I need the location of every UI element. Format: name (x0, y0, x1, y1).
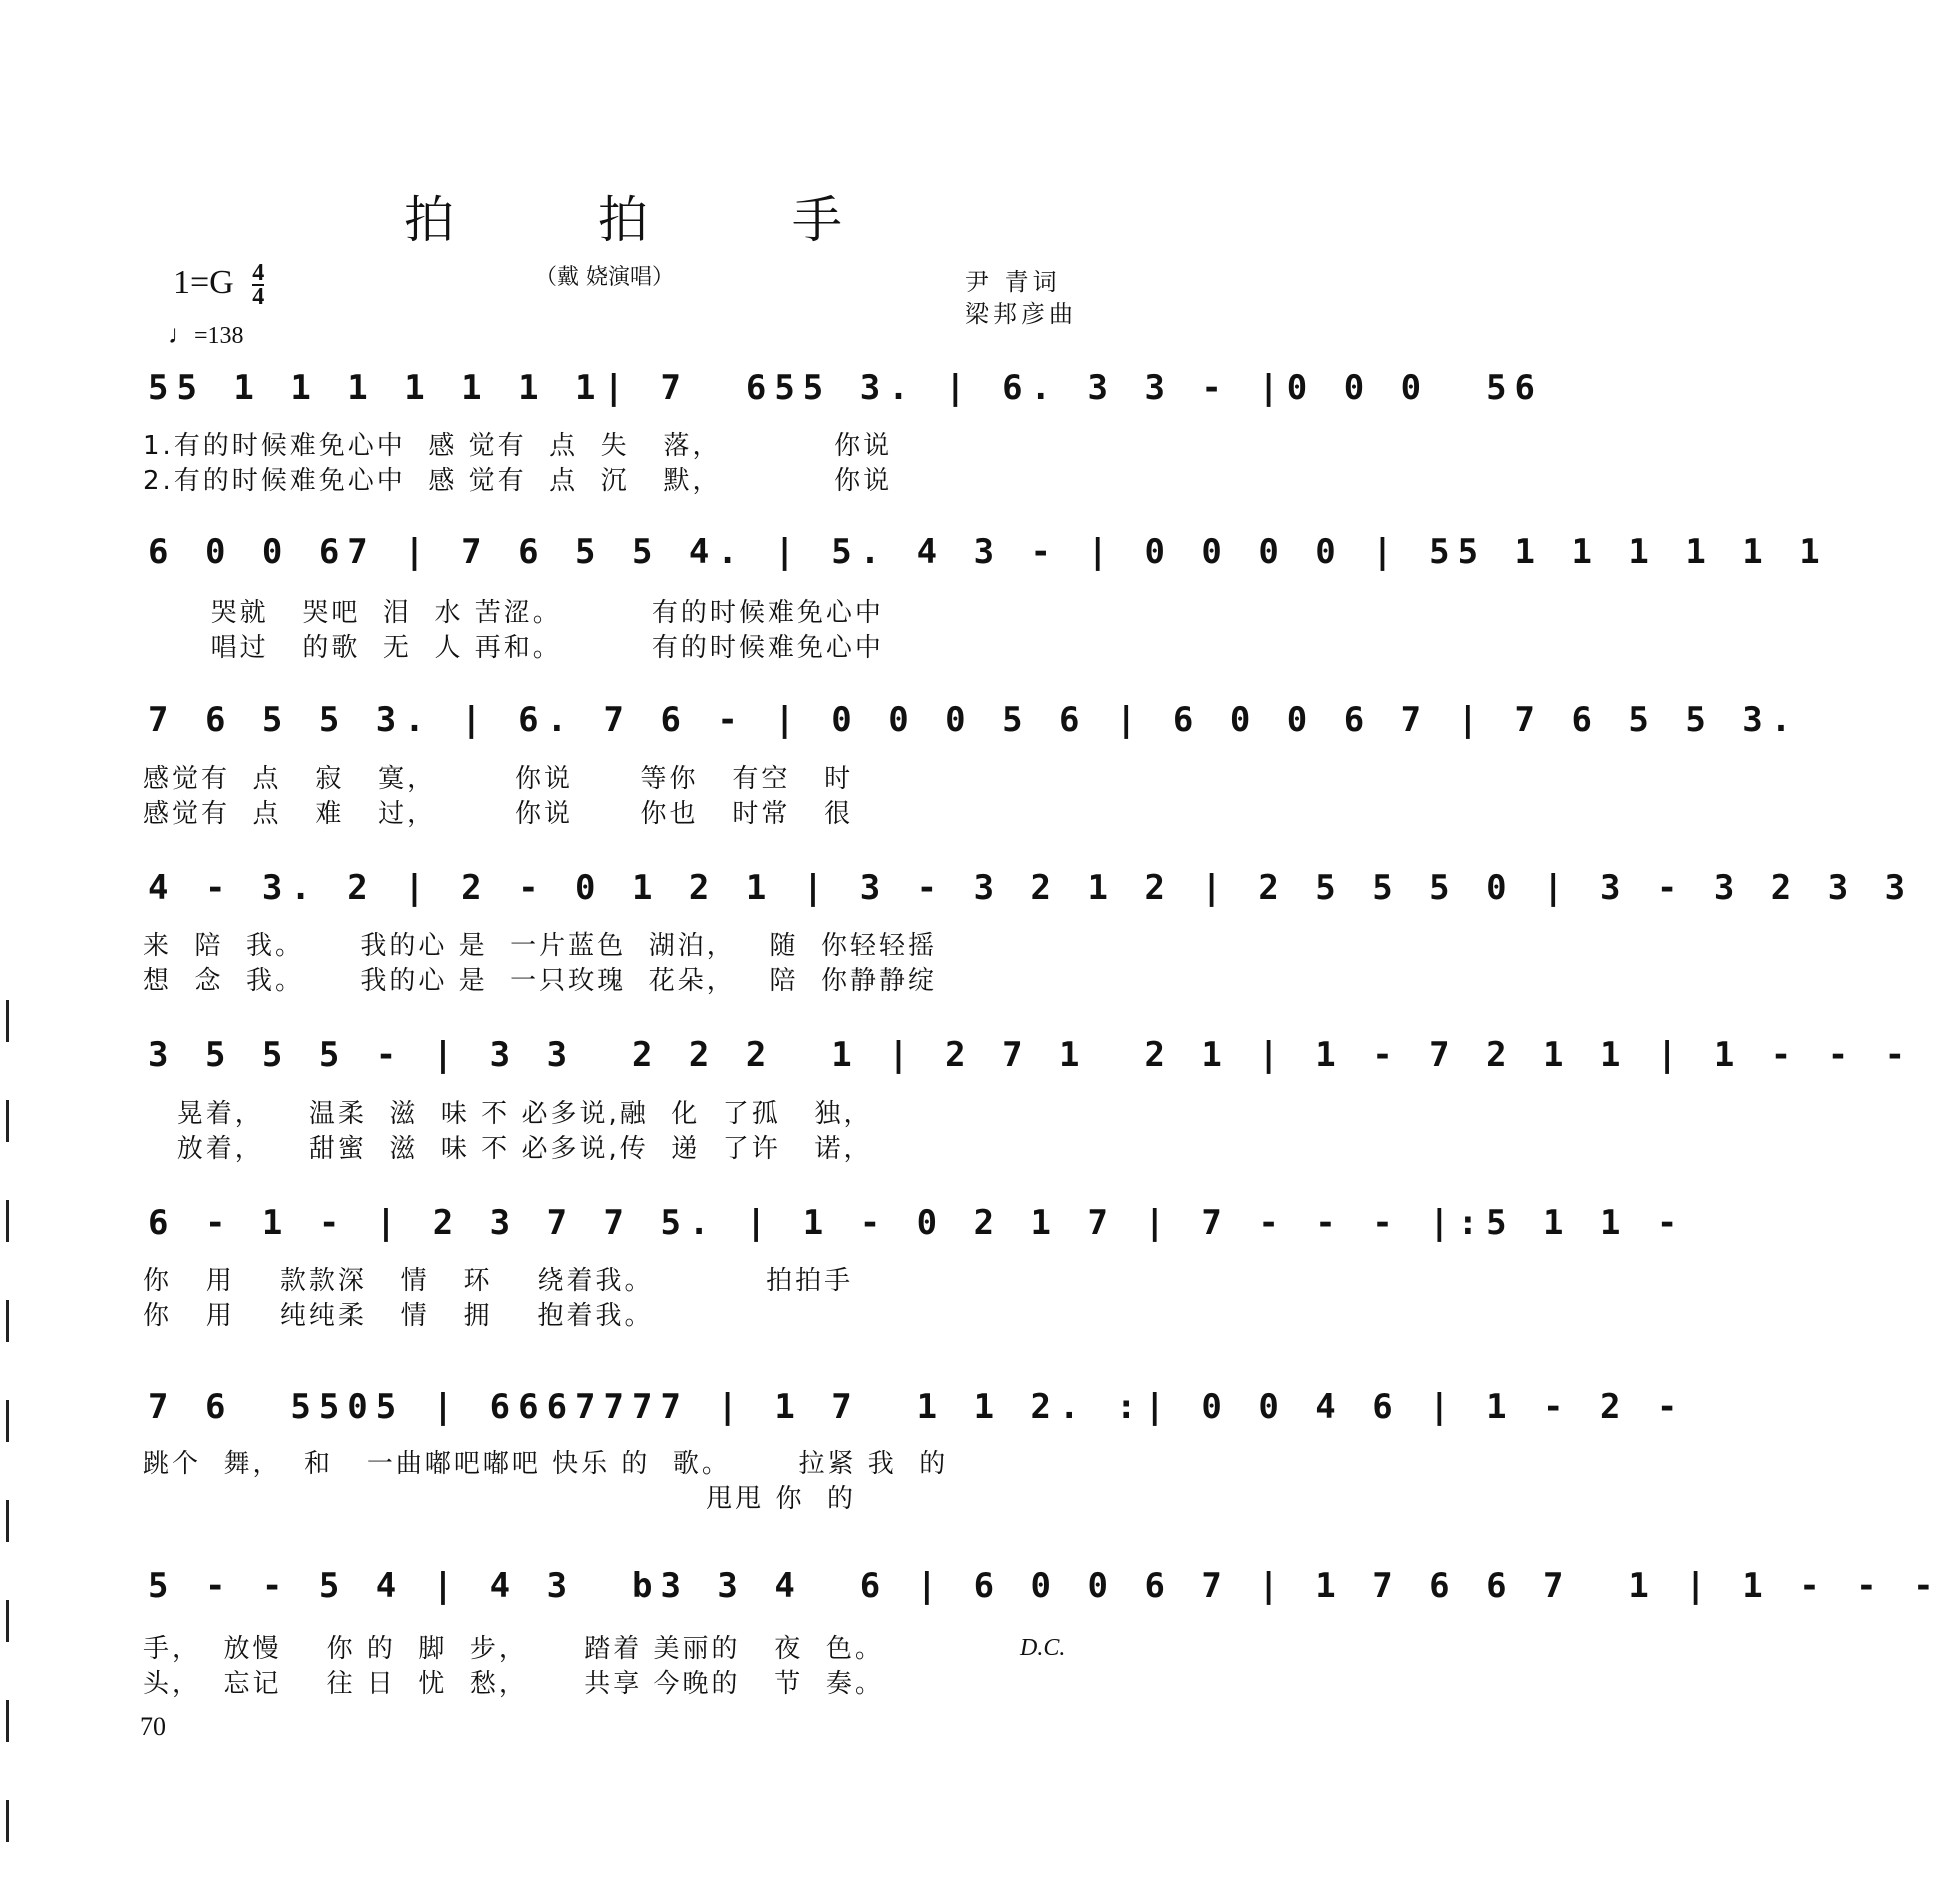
lyric-line-5a: 晃着， 温柔 滋 味 不 必多说,融 化 了孤 独， (143, 1099, 873, 1129)
lyric-line-8a: 手， 放慢 你 的 脚 步， 踏着 美丽的 夜 色。 (143, 1634, 884, 1664)
notes-line: 7 6 5505 | 6667777 | 1 7 1 1 2. :| 0 0 4 6 | 1 - 2 - (148, 1387, 1686, 1427)
time-sig-bottom: 4 (252, 284, 265, 310)
scan-edge-mark (6, 1300, 9, 1342)
lyric-line-6a: 你 用 款款深 情 环 绕着我。 拍拍手 (143, 1266, 854, 1296)
notation-row-5 (148, 1035, 1914, 1075)
tempo-marking (168, 320, 244, 350)
notes-line: 3 5 5 5 - | 3 3 2 2 2 1 | 2 7 1 2 1 | 1 - 7 2 1 1 | 1 - - - (148, 1035, 1914, 1075)
scan-edge-mark (6, 1200, 9, 1242)
quarter-note-icon: ♩ (168, 320, 194, 349)
notation-row-7 (148, 1387, 1686, 1427)
notation-row-1 (148, 368, 1544, 408)
lyric-line-1a: 1.有的时候难免心中 感 觉有 点 失 落， 你说 (143, 431, 893, 461)
notes-line: 55 1 1 1 1 1 1 1| 7 655 3. | 6. 3 3 - |0 0 0 56 (148, 368, 1544, 408)
notation-row-2 (148, 532, 1828, 572)
lyricist-credit: 尹 青词 (965, 268, 1061, 296)
page-number: 70 (140, 1712, 166, 1741)
lyric-line-3a: 感觉有 点 寂 寞， 你说 等你 有空 时 (143, 764, 854, 794)
key-label: 1=G (173, 263, 234, 301)
notation-row-4 (148, 868, 1914, 908)
scan-edge-mark (6, 1000, 9, 1042)
da-capo-mark: D.C. (1020, 1635, 1066, 1661)
scan-edge-mark (6, 1500, 9, 1542)
notes-line: 6 0 0 67 | 7 6 5 5 4. | 5. 4 3 - | 0 0 0 0 | 55 1 1 1 1 1 1 (148, 532, 1828, 572)
time-signature (252, 262, 264, 308)
scan-edge-mark (6, 1100, 9, 1142)
scan-edge-mark (6, 1600, 9, 1642)
lyric-line-2b: 唱过 的歌 无 人 再和。 有的时候难免心中 (143, 633, 884, 663)
notation-row-8 (148, 1566, 1942, 1606)
tempo-value: =138 (194, 323, 244, 349)
notes-line: 5 - - 5 4 | 4 3 b3 3 4 6 | 6 0 0 6 7 | 1 7 6 6 7 1 | 1 - - - (148, 1566, 1942, 1606)
scan-edge-mark (6, 1700, 9, 1742)
time-sig-top: 4 (252, 260, 265, 286)
key-signature (173, 262, 264, 308)
lyric-line-7a: 跳个 舞， 和 一曲嘟吧嘟吧 快乐 的 歌。 拉紧 我 的 (143, 1449, 949, 1479)
lyric-line-2a: 哭就 哭吧 泪 水 苦涩。 有的时候难免心中 (143, 598, 884, 628)
lyric-line-1b: 2.有的时候难免心中 感 觉有 点 沉 默， 你说 (143, 466, 893, 496)
notes-line: 4 - 3. 2 | 2 - 0 1 2 1 | 3 - 3 2 1 2 | 2 5 5 5 0 | 3 - 3 2 3 3 (148, 868, 1914, 908)
lyric-line-7b: 甩甩 你 的 (143, 1484, 857, 1514)
lyric-line-8b: 头， 忘记 往 日 忧 愁， 共享 今晚的 节 奏。 (143, 1669, 884, 1699)
notes-line: 7 6 5 5 3. | 6. 7 6 - | 0 0 0 5 6 | 6 0 0 6 7 | 7 6 5 5 3. (148, 700, 1800, 740)
lyric-line-3b: 感觉有 点 难 过， 你说 你也 时常 很 (143, 799, 854, 829)
song-title: 拍 拍 手 (404, 191, 906, 249)
notation-row-3 (148, 700, 1800, 740)
scan-edge-mark (6, 1400, 9, 1442)
scan-edge-mark (6, 1800, 9, 1842)
composer-credit: 梁邦彦曲 (965, 300, 1077, 328)
lyric-line-4b: 想 念 我。 我的心 是 一只玫瑰 花朵， 陪 你静静绽 (143, 966, 938, 996)
notation-row-6 (148, 1203, 1686, 1243)
lyric-line-6b: 你 用 纯纯柔 情 拥 抱着我。 (143, 1301, 654, 1331)
performer: （戴 娆演唱） (535, 265, 674, 290)
lyric-line-5b: 放着， 甜蜜 滋 味 不 必多说,传 递 了许 诺， (143, 1134, 873, 1164)
notes-line: 6 - 1 - | 2 3 7 7 5. | 1 - 0 2 1 7 | 7 - - - |:5 1 1 - (148, 1203, 1686, 1243)
lyric-line-4a: 来 陪 我。 我的心 是 一片蓝色 湖泊， 随 你轻轻摇 (143, 931, 938, 961)
